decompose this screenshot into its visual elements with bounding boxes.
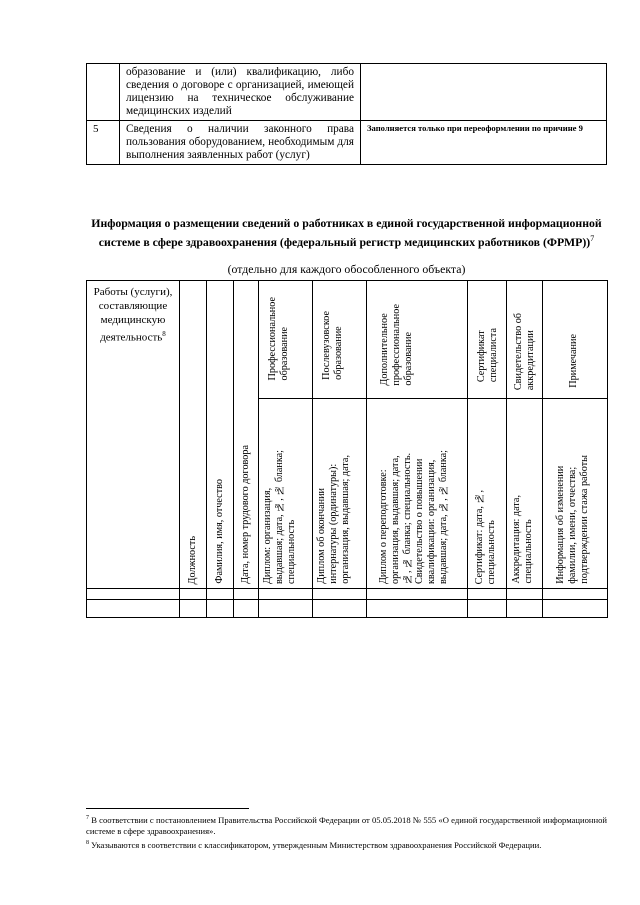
group-cert-header xyxy=(468,281,507,399)
table-row xyxy=(87,600,608,618)
section-title: Информация о размещении сведений о работниках в единой государственной информационной системе в сфере здравоохранения (федеральный регистр медицинских работников (ФРМР))$^7$ xyxy=(91,216,602,249)
sub-postgrad-header xyxy=(313,399,367,589)
group-note-header xyxy=(543,281,608,399)
sub-add-edu-header xyxy=(367,399,468,589)
sub-note-header xyxy=(543,399,608,589)
header-text: Послевузовское образование xyxy=(321,311,344,380)
group-add-edu-header xyxy=(367,281,468,399)
row-note-cell: Заполняется только при переоформлении по причине 9 xyxy=(361,121,607,165)
sub-accred-header xyxy=(507,399,543,589)
footnote-7: $^7$ В соответствии с постановлением Правительства Российской Федерации от 05.05.2018 № 555 «О единой государственной информационной системе в сфере здравоохранения». xyxy=(86,814,607,836)
row-number-cell: 5 xyxy=(87,121,120,165)
section-subtitle: (отдельно для каждого обособленного объекта) xyxy=(227,262,466,276)
table-row xyxy=(87,589,608,600)
main-table xyxy=(86,280,608,618)
col-position-header xyxy=(180,281,207,589)
row-note-cell xyxy=(361,64,607,121)
table-row xyxy=(87,121,607,165)
header-text: Дополнительное профессиональное образование xyxy=(379,304,414,386)
footnote-8: $^8$ Указываются в соответствии с классификатором, утвержденным Министерством здравоохранения Российской Федерации. xyxy=(86,839,542,850)
group-accred-header xyxy=(507,281,543,399)
table-row xyxy=(87,64,607,121)
footnote-divider xyxy=(86,808,249,809)
row-number-cell xyxy=(87,64,120,121)
sub-cert-header xyxy=(468,399,507,589)
col-name-header xyxy=(207,281,234,589)
header-text: Должность xyxy=(187,535,198,584)
header-text: Сертификат специалиста xyxy=(476,327,499,382)
header-text: Дата, номер трудового договора xyxy=(240,445,251,584)
header-text: Аккредитация: дата, специальность xyxy=(511,495,534,584)
header-text: Информация об изменении фамилии, имени, отчества; подтверждении стажа работы xyxy=(555,455,590,584)
header-text: Профессиональное образование xyxy=(267,296,290,380)
row-text-cell: образование и (или) квалификацию, либо сведения о договоре с организацией, имеющей лицензию на техническое обслуживание медицинских изделий xyxy=(120,64,361,121)
top-table xyxy=(86,63,607,165)
row-text-cell: Сведения о наличии законного права пользования оборудованием, необходимым для выполнения заявленных работ (услуг) xyxy=(120,121,361,165)
sub-prof-edu-header xyxy=(259,399,313,589)
header-text: Примечание xyxy=(568,334,579,388)
header-text: Диплом: организация, выдавшая; дата, №, № бланка; специальность xyxy=(262,449,297,584)
header-text: Сертификат: дата, №, специальность xyxy=(474,489,497,584)
header-text: Фамилия, имя, отчество xyxy=(214,479,225,584)
header-text: Диплом об окончании интернатуры (ординатуры): организация, выдавшая; дата, xyxy=(316,455,351,584)
group-postgrad-header xyxy=(313,281,367,399)
header-text: Диплом о переподготовке: организация, выдавшая; дата, №, № бланка; специальность. Свидетельство о повышении квалификации: организация, выдавшая; дата, №, № бланка; xyxy=(378,449,449,584)
col-contract-header xyxy=(234,281,259,589)
group-prof-edu-header xyxy=(259,281,313,399)
header-text: Свидетельство об аккредитации xyxy=(513,312,536,390)
col-works-header: Работы (услуги), составляющие медицинскую деятельность$^8$ xyxy=(87,281,180,589)
